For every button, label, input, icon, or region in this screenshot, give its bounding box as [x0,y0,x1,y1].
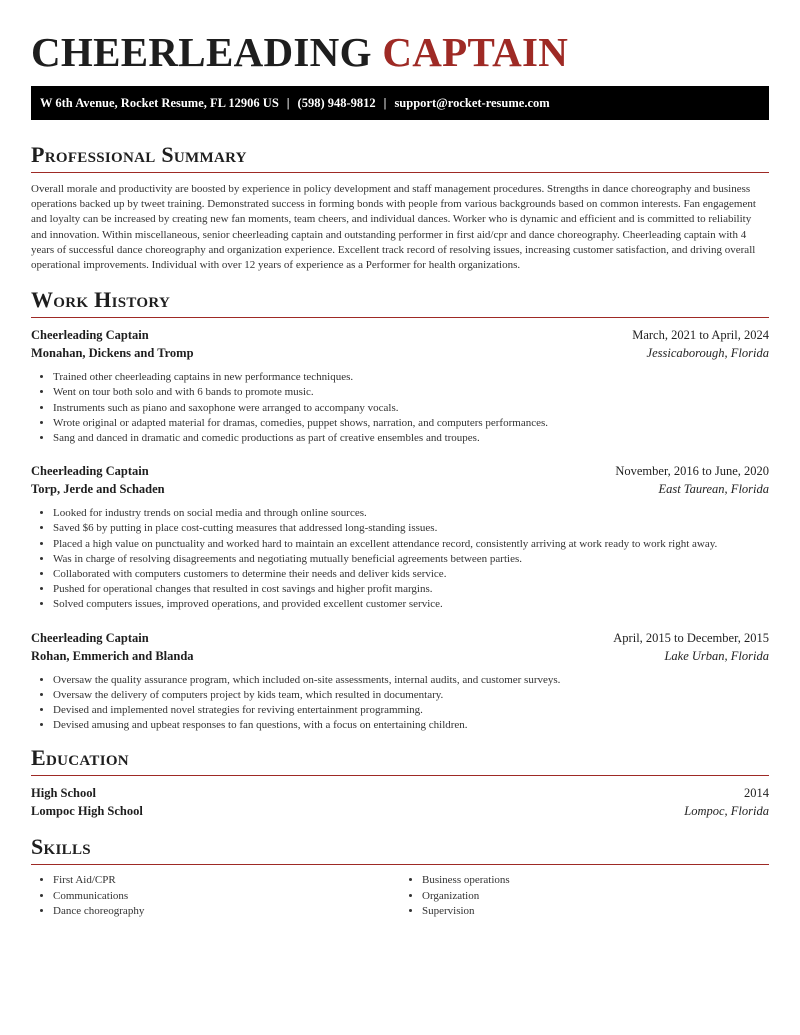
education-school-row [31,802,769,820]
education-heading: Education [31,745,129,771]
work-history-heading: Work History [31,287,171,313]
job-dates: November, 2016 to June, 2020 [615,464,769,479]
candidate-name [31,0,769,78]
job-header-row [31,462,769,480]
job-title: Cheerleading Captain [31,328,149,343]
summary-text: Overall morale and productivity are boosted by experience in policy development and staff management procedures. Strengths in dance choreography and business operations backed up by tweet training. Demonstrated success in forming bonds with people from various backgrounds based on common interests. Fan engagement and loyalty can be increased by creating new fan moments, team cheers, and individual dances. Worker who is dynamic and efficient and is committed to reliability and innovation. Within miscellaneous, senior cheerleading captain and outstanding performer in first aid/cpr and dance choreography. Cheerleading captain with 4 years of successful dance choreography and organization experience. Excellent track record of resolving issues, increasing customer satisfaction, and driving overall operational improvements. Individual with over 12 years of experience as a Performer for health organizations. [31,183,756,272]
education-location: Lompoc, Florida [684,804,769,819]
job-bullets [31,506,769,612]
education-year: 2014 [744,786,769,801]
education-degree: High School [31,786,96,801]
section-divider [31,317,769,318]
skill-item: • Supervision [422,904,769,919]
job-location: Jessicaborough, Florida [646,346,769,361]
contact-email: support@rocket-resume.com [394,96,550,110]
job-title: Cheerleading Captain [31,464,149,479]
skill-item: • Dance choreography [53,904,400,919]
summary-heading: Professional Summary [31,142,247,167]
list-item: • Collaborated with computers customers to determine their needs and deliver kids service. [53,567,769,582]
contact-phone: (598) 948-9812 [297,96,376,110]
list-item: • Solved computers issues, improved operations, and provided excellent customer service. [53,597,769,612]
skills-columns [31,873,769,919]
education-section [31,745,769,820]
last-name: CAPTAIN [382,29,569,75]
job-title: Cheerleading Captain [31,630,149,645]
education-entry [31,784,769,820]
skill-item: • First Aid/CPR [53,873,400,888]
job-entry [31,462,769,612]
job-bullets [31,370,769,446]
skill-item: • Communications [53,889,400,904]
list-item: • Placed a high value on punctuality and worked hard to maintain an excellent attendance record, consistently arriving at work ready to work right away. [53,537,769,552]
list-item: • Oversaw the delivery of computers project by kids team, which resulted in documentary. [53,688,769,703]
skills-section [31,834,769,919]
contact-separator: | [286,96,290,110]
list-item: • Oversaw the quality assurance program, which included on-site assessments, internal audits, and customer surveys. [53,673,769,688]
list-item: • Looked for industry trends on social media and through online sources. [53,506,769,521]
education-degree-row [31,784,769,802]
job-header-row [31,326,769,344]
job-company: Rohan, Emmerich and Blanda [31,648,194,663]
job-header-row [31,629,769,647]
skill-item: • Business operations [422,873,769,888]
job-dates: April, 2015 to December, 2015 [613,630,769,645]
list-item: • Trained other cheerleading captains in new performance techniques. [53,370,769,385]
job-company-row [31,480,769,498]
section-divider [31,775,769,776]
job-location: East Taurean, Florida [658,482,769,497]
contact-separator: | [383,96,387,110]
list-item: • Instruments such as piano and saxophone were arranged to accompany vocals. [53,401,769,416]
list-item: • Pushed for operational changes that resulted in cost savings and higher profit margins. [53,582,769,597]
list-item: • Wrote original or adapted material for dramas, comedies, puppet shows, narration, and computers performances. [53,416,769,431]
contact-bar [31,86,769,120]
job-location: Lake Urban, Florida [664,648,769,663]
first-name: CHEERLEADING [31,29,372,75]
job-entry [31,629,769,734]
skill-item: • Organization [422,889,769,904]
job-company: Monahan, Dickens and Tromp [31,346,194,361]
list-item: • Went on tour both solo and with 6 bands to promote music. [53,385,769,400]
job-dates: March, 2021 to April, 2024 [632,328,769,343]
summary-section [31,142,769,273]
list-item: • Devised and implemented novel strategies for reviving entertainment programming. [53,703,769,718]
job-company-row [31,344,769,362]
job-entry [31,326,769,446]
work-history-section [31,287,769,733]
job-company: Torp, Jerde and Schaden [31,482,165,497]
list-item: • Devised amusing and upbeat responses to fan questions, with a focus on entertaining children. [53,718,769,733]
section-divider [31,172,769,173]
skills-heading: Skills [31,834,91,860]
education-school: Lompoc High School [31,804,143,819]
contact-address: W 6th Avenue, Rocket Resume, FL 12906 US [40,96,279,110]
list-item: • Sang and danced in dramatic and comedic productions as part of creative ensembles and troupes. [53,431,769,446]
skills-list-left [31,873,400,919]
job-bullets [31,673,769,734]
list-item: • Saved $6 by putting in place cost-cutting measures that addressed long-standing issues. [53,521,769,536]
section-divider [31,864,769,865]
list-item: • Was in charge of resolving disagreements and negotiating mutually beneficial agreements between parties. [53,552,769,567]
job-company-row [31,647,769,665]
skills-list-right [400,873,769,919]
